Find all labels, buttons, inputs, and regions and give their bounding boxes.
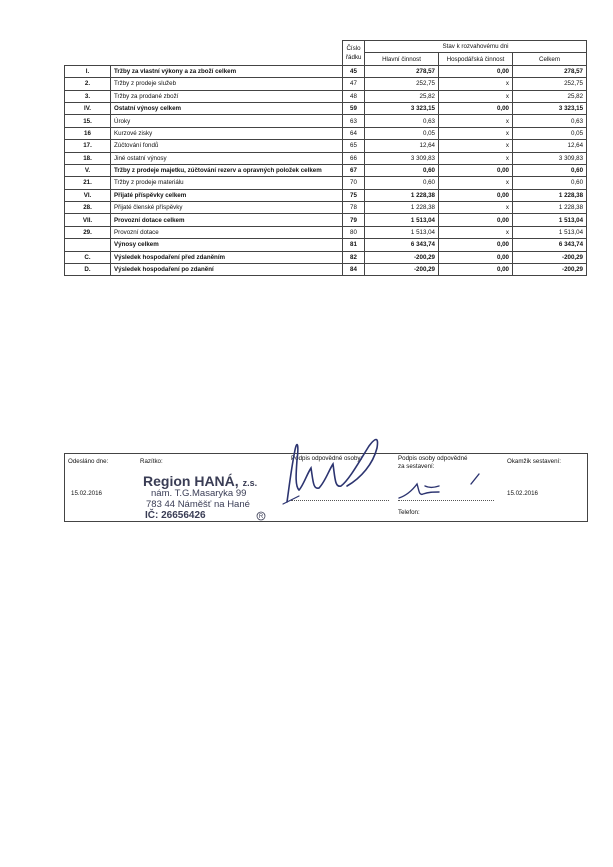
responsible-signature-icon xyxy=(275,430,385,510)
stamp-street: nám. T.G.Masaryka 99 xyxy=(151,488,247,499)
table-row xyxy=(65,214,587,226)
row-name: Tržby z prodeje materiálu xyxy=(111,177,343,189)
row-line-number: 59 xyxy=(343,102,365,114)
row-total: 3 309,83 xyxy=(513,152,587,164)
row-total: 12,64 xyxy=(513,140,587,152)
table-row xyxy=(65,140,587,152)
table-row xyxy=(65,102,587,114)
row-economic-activity: x xyxy=(439,140,513,152)
row-name: Přijaté členské příspěvky xyxy=(111,202,343,214)
row-total: 1 513,04 xyxy=(513,214,587,226)
row-main-activity: 25,82 xyxy=(365,90,439,102)
economic-activity-header: Hospodářská činnost xyxy=(439,53,513,65)
total-header: Celkem xyxy=(513,53,587,65)
row-line-number: 48 xyxy=(343,90,365,102)
row-main-activity: 12,64 xyxy=(365,140,439,152)
row-total: 3 323,15 xyxy=(513,102,587,114)
row-economic-activity: x xyxy=(439,115,513,127)
compiled-at-label: Okamžik sestavení: xyxy=(507,458,561,465)
row-code: 2. xyxy=(65,78,111,90)
row-total: 1 228,38 xyxy=(513,189,587,201)
stamp-suffix: z.s. xyxy=(242,478,258,488)
table-row xyxy=(65,65,587,77)
row-main-activity: 0,60 xyxy=(365,177,439,189)
row-line-number: 84 xyxy=(343,264,365,276)
row-economic-activity: 0,00 xyxy=(439,65,513,77)
row-economic-activity: x xyxy=(439,152,513,164)
table-row xyxy=(65,127,587,139)
row-code: IV. xyxy=(65,102,111,114)
row-total: 0,05 xyxy=(513,127,587,139)
row-name: Provozní dotace celkem xyxy=(111,214,343,226)
row-economic-activity: x xyxy=(439,226,513,238)
row-economic-activity: 0,00 xyxy=(439,189,513,201)
row-name: Tržby z prodeje majetku, zúčtování rezerv a opravných položek celkem xyxy=(111,164,343,176)
header-spacer xyxy=(65,41,111,53)
row-main-activity: 3 323,15 xyxy=(365,102,439,114)
row-code: VII. xyxy=(65,214,111,226)
row-line-number: 80 xyxy=(343,226,365,238)
sent-label: Odesláno dne: xyxy=(68,458,109,465)
main-activity-header: Hlavní činnost xyxy=(365,53,439,65)
row-code: D. xyxy=(65,264,111,276)
row-total: 0,60 xyxy=(513,177,587,189)
row-code: 17. xyxy=(65,140,111,152)
row-total: 1 228,38 xyxy=(513,202,587,214)
row-name: Tržby z prodeje služeb xyxy=(111,78,343,90)
stamp-id: IČ: 26656426 xyxy=(145,510,206,521)
row-line-number: 65 xyxy=(343,140,365,152)
row-economic-activity: 0,00 xyxy=(439,214,513,226)
row-name: Ostatní výnosy celkem xyxy=(111,102,343,114)
row-code: 18. xyxy=(65,152,111,164)
row-total: 0,63 xyxy=(513,115,587,127)
row-economic-activity: 0,00 xyxy=(439,164,513,176)
header-spacer xyxy=(65,53,111,65)
row-total: -200,29 xyxy=(513,264,587,276)
row-name: Tržby za vlastní výkony a za zboží celkem xyxy=(111,65,343,77)
row-main-activity: 252,75 xyxy=(365,78,439,90)
sent-date: 15.02.2016 xyxy=(71,490,102,497)
stamp-label: Razítko: xyxy=(140,458,163,465)
row-name: Tržby za prodané zboží xyxy=(111,90,343,102)
row-code xyxy=(65,239,111,251)
row-code: C. xyxy=(65,251,111,263)
row-main-activity: 0,05 xyxy=(365,127,439,139)
stamp-name: Region HANÁ, xyxy=(143,473,239,489)
row-name: Přijaté příspěvky celkem xyxy=(111,189,343,201)
row-name: Provozní dotace xyxy=(111,226,343,238)
row-main-activity: 1 228,38 xyxy=(365,189,439,201)
row-name: Kurzové zisky xyxy=(111,127,343,139)
responsible-signature-label: Podpis odpovědné osoby: xyxy=(291,455,363,462)
row-code: 3. xyxy=(65,90,111,102)
table-row xyxy=(65,239,587,251)
header-spacer xyxy=(111,53,343,65)
row-total: 6 343,74 xyxy=(513,239,587,251)
row-line-number: 79 xyxy=(343,214,365,226)
row-economic-activity: 0,00 xyxy=(439,102,513,114)
row-code: VI. xyxy=(65,189,111,201)
row-name: Zúčtování fondů xyxy=(111,140,343,152)
row-total: 278,57 xyxy=(513,65,587,77)
row-economic-activity: 0,00 xyxy=(439,251,513,263)
row-line-number: 78 xyxy=(343,202,365,214)
row-line-number: 63 xyxy=(343,115,365,127)
row-line-number: 66 xyxy=(343,152,365,164)
row-total: 25,82 xyxy=(513,90,587,102)
table-row xyxy=(65,189,587,201)
table-row xyxy=(65,164,587,176)
row-code: 28. xyxy=(65,202,111,214)
row-main-activity: -200,29 xyxy=(365,264,439,276)
row-total: 1 513,04 xyxy=(513,226,587,238)
compiled-date: 15.02.2016 xyxy=(507,490,538,497)
row-code: 16 xyxy=(65,127,111,139)
table-body xyxy=(65,65,587,276)
row-line-number: 64 xyxy=(343,127,365,139)
compiler-signature-label-1: Podpis osoby odpovědné xyxy=(398,455,468,462)
row-total: -200,29 xyxy=(513,251,587,263)
row-main-activity: 1 228,38 xyxy=(365,202,439,214)
table-row xyxy=(65,90,587,102)
row-economic-activity: x xyxy=(439,177,513,189)
row-line-number: 75 xyxy=(343,189,365,201)
organization-stamp xyxy=(143,473,257,521)
row-economic-activity: x xyxy=(439,127,513,139)
table-row xyxy=(65,251,587,263)
line-number-header: Číslo řádku xyxy=(343,41,365,66)
row-main-activity: 0,63 xyxy=(365,115,439,127)
row-name: Jiné ostatní výnosy xyxy=(111,152,343,164)
row-code: V. xyxy=(65,164,111,176)
table-row xyxy=(65,152,587,164)
row-main-activity: 3 309,83 xyxy=(365,152,439,164)
row-name: Výsledek hospodaření před zdaněním xyxy=(111,251,343,263)
svg-text:R: R xyxy=(258,514,264,521)
registered-mark-icon xyxy=(256,511,266,521)
row-line-number: 67 xyxy=(343,164,365,176)
row-main-activity: 278,57 xyxy=(365,65,439,77)
row-economic-activity: 0,00 xyxy=(439,239,513,251)
header-spacer xyxy=(111,41,343,53)
row-line-number: 81 xyxy=(343,239,365,251)
row-code: 29. xyxy=(65,226,111,238)
row-line-number: 82 xyxy=(343,251,365,263)
row-line-number: 47 xyxy=(343,78,365,90)
row-economic-activity: 0,00 xyxy=(439,264,513,276)
income-statement-table xyxy=(64,40,587,276)
compiler-signature-icon xyxy=(395,470,495,504)
stamp-name-line xyxy=(143,473,257,489)
row-total: 0,60 xyxy=(513,164,587,176)
row-main-activity: 1 513,04 xyxy=(365,226,439,238)
row-name: Úroky xyxy=(111,115,343,127)
table-row xyxy=(65,115,587,127)
row-code: 15. xyxy=(65,115,111,127)
row-total: 252,75 xyxy=(513,78,587,90)
row-line-number: 45 xyxy=(343,65,365,77)
table-row xyxy=(65,177,587,189)
table-row xyxy=(65,78,587,90)
compiler-signature-label-2: za sestavení: xyxy=(398,463,435,470)
table-row xyxy=(65,264,587,276)
phone-label: Telefon: xyxy=(398,509,420,516)
row-name: Výsledek hospodaření po zdanění xyxy=(111,264,343,276)
row-main-activity: 0,60 xyxy=(365,164,439,176)
table-row xyxy=(65,202,587,214)
row-code: I. xyxy=(65,65,111,77)
table-row xyxy=(65,226,587,238)
state-header: Stav k rozvahovému dni xyxy=(365,41,587,53)
row-economic-activity: x xyxy=(439,90,513,102)
row-name: Výnosy celkem xyxy=(111,239,343,251)
row-main-activity: 6 343,74 xyxy=(365,239,439,251)
row-economic-activity: x xyxy=(439,202,513,214)
stamp-city: 783 44 Náměšť na Hané xyxy=(146,498,250,510)
row-main-activity: -200,29 xyxy=(365,251,439,263)
row-main-activity: 1 513,04 xyxy=(365,214,439,226)
row-line-number: 70 xyxy=(343,177,365,189)
row-code: 21. xyxy=(65,177,111,189)
row-economic-activity: x xyxy=(439,78,513,90)
